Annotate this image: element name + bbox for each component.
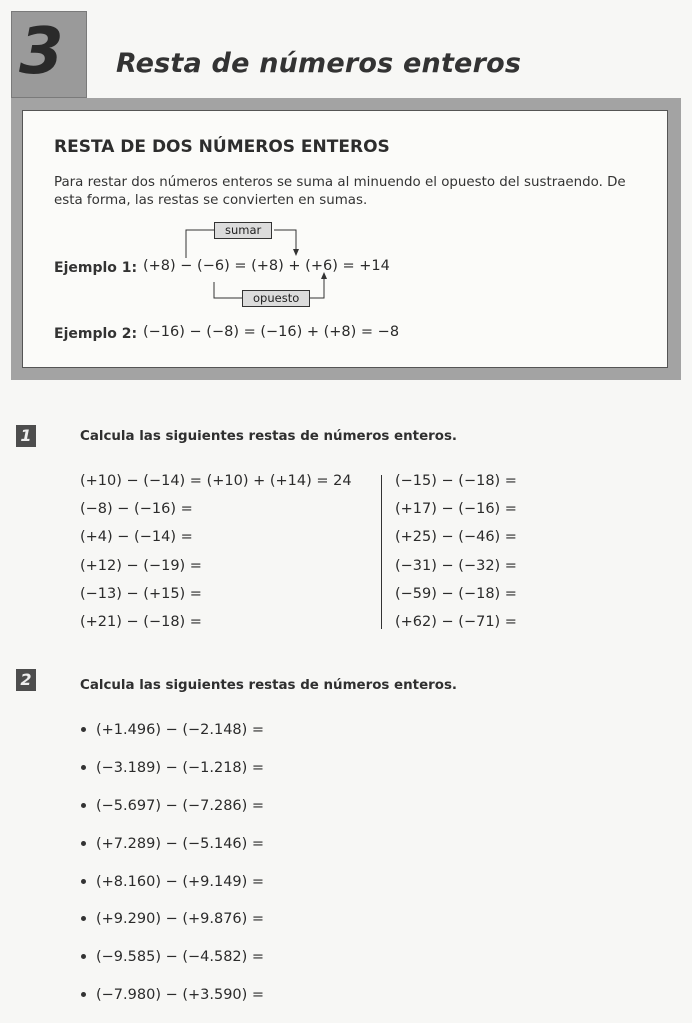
bullet-icon — [81, 841, 86, 846]
exercise-2-item-text: (+1.496) − (−2.148) = — [96, 722, 265, 738]
example2-label: Ejemplo 2: — [54, 326, 138, 342]
exercise-1-left-item: (+10) − (−14) = (+10) + (+14) = 24 — [80, 473, 352, 489]
exercise-2-item — [81, 874, 264, 890]
exercise-2-item-text: (−5.697) − (−7.286) = — [96, 798, 265, 814]
bullet-icon — [81, 803, 86, 808]
opuesto-tag: opuesto — [242, 290, 310, 307]
exercise-1-right-item: (−31) − (−32) = — [395, 558, 517, 574]
theory-text: Para restar dos números enteros se suma al minuendo el opuesto del sustraendo. De esta forma, las restas se convierten en sumas. — [54, 175, 626, 208]
exercise-1-right-item: (+25) − (−46) = — [395, 529, 517, 545]
exercise-1-left-item: (−8) − (−16) = — [80, 501, 193, 517]
exercise-1-badge: 1 — [16, 425, 36, 447]
sumar-tag: sumar — [214, 222, 272, 239]
exercise-2-item — [81, 836, 264, 852]
example2-expression: (−16) − (−8) = (−16) + (+8) = −8 — [143, 324, 400, 340]
exercise-2-item-text: (+7.289) − (−5.146) = — [96, 836, 265, 852]
exercise-2-item — [81, 987, 264, 1003]
bullet-icon — [81, 765, 86, 770]
exercise-2-instruction: Calcula las siguientes restas de números enteros. — [80, 678, 458, 693]
page-title: Resta de números enteros — [116, 48, 522, 79]
exercise-1-instruction: Calcula las siguientes restas de números enteros. — [80, 429, 458, 444]
exercise-1-right-item: (−15) − (−18) = — [395, 473, 517, 489]
sumar-arrow-left — [186, 230, 214, 258]
exercise-2-item — [81, 722, 264, 738]
exercise-2-item — [81, 911, 264, 927]
exercise-1-right-item: (+62) − (−71) = — [395, 614, 517, 630]
exercise-2-badge: 2 — [16, 669, 36, 691]
exercise-1-left-item: (+21) − (−18) = — [80, 614, 202, 630]
example1-expression: (+8) − (−6) = (+8) + (+6) = +14 — [143, 258, 390, 274]
exercise-1-left-item: (+12) − (−19) = — [80, 558, 202, 574]
example1-label: Ejemplo 1: — [54, 260, 138, 276]
bullet-icon — [81, 879, 86, 884]
sumar-arrow-right — [274, 230, 296, 250]
exercise-2-item-text: (+9.290) − (+9.876) = — [96, 911, 265, 927]
opuesto-arrow-left — [214, 282, 242, 298]
bullet-icon — [81, 916, 86, 921]
exercise-1-right-item: (−59) − (−18) = — [395, 586, 517, 602]
column-divider — [381, 475, 382, 629]
exercise-2-item-text: (−7.980) − (+3.590) = — [96, 987, 265, 1003]
down-arrowhead-icon — [293, 249, 299, 256]
exercise-1-left-item: (−13) − (+15) = — [80, 586, 202, 602]
exercise-2-item-text: (−9.585) − (−4.582) = — [96, 949, 265, 965]
exercise-1-left-item: (+4) − (−14) = — [80, 529, 193, 545]
exercise-2-item-text: (+8.160) − (+9.149) = — [96, 874, 265, 890]
exercise-1-right-item: (+17) − (−16) = — [395, 501, 517, 517]
exercise-2-item — [81, 949, 264, 965]
chapter-number: 3 — [19, 15, 64, 89]
exercise-2-item — [81, 760, 264, 776]
bullet-icon — [81, 992, 86, 997]
exercise-2-item-text: (−3.189) − (−1.218) = — [96, 760, 265, 776]
exercise-2-item — [81, 798, 264, 814]
theory-heading: RESTA DE DOS NÚMEROS ENTEROS — [54, 137, 390, 157]
bullet-icon — [81, 954, 86, 959]
bullet-icon — [81, 727, 86, 732]
